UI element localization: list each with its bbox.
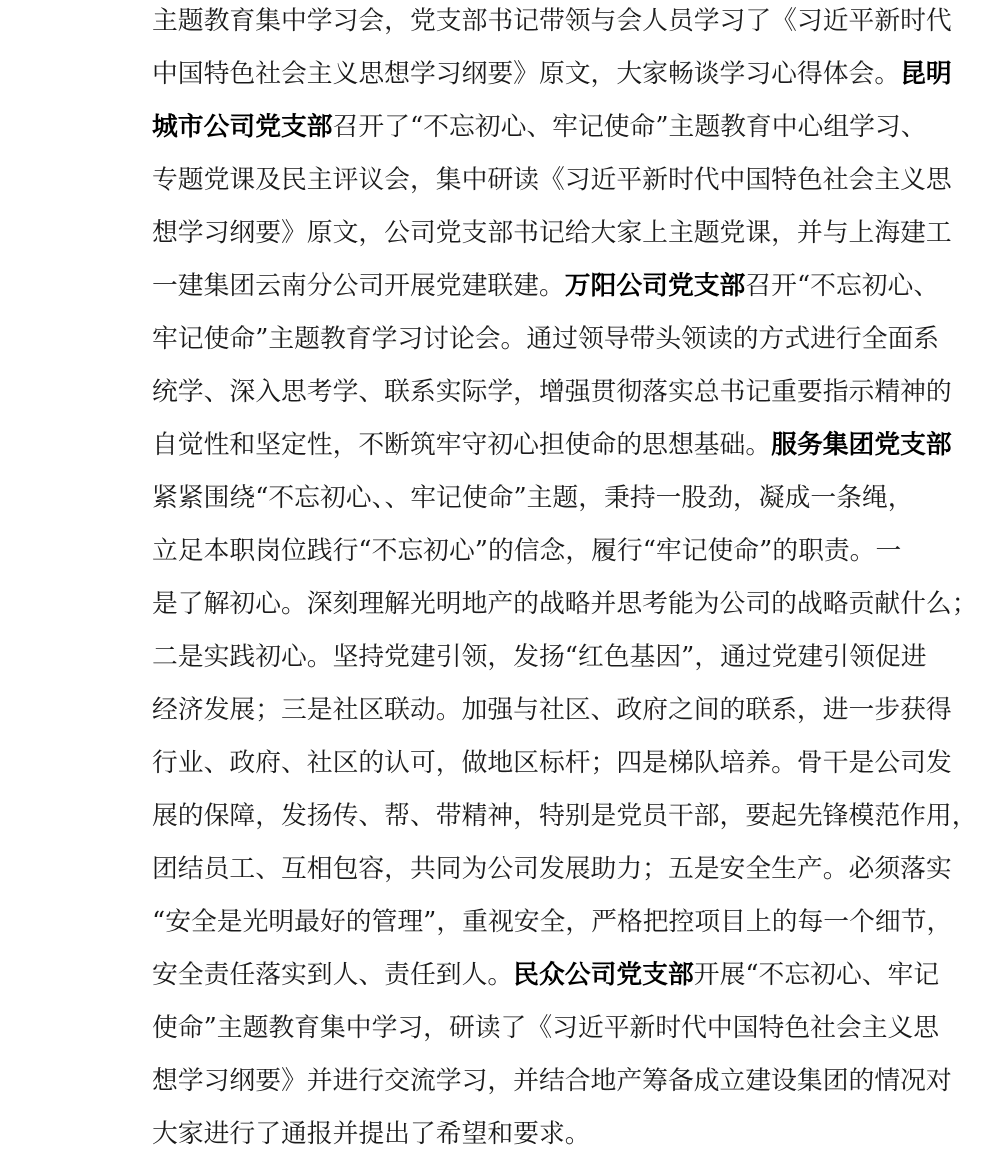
text-line-17 xyxy=(152,842,952,896)
text-line-2 xyxy=(152,47,952,101)
text-run: 行业、政府、社区的认可，做地区标杆；四是梯队培养。骨干是公司发 xyxy=(152,748,952,778)
text-run: 主题教育集中学习会，党支部书记带领与会人员学习了《习近平新时代 xyxy=(152,6,952,36)
text-run: 使命”主题教育集中学习，研读了《习近平新时代中国特色社会主义思 xyxy=(152,1013,940,1043)
text-run: 团结员工、互相包容，共同为公司发展助力；五是安全生产。必须落实 xyxy=(152,854,952,884)
text-run: 召开了“不忘初心、牢记使命”主题教育中心组学习、 xyxy=(332,112,927,142)
text-line-13 xyxy=(152,630,927,684)
text-run: 展的保障，发扬传、帮、带精神，特别是党员干部，要起先锋模范作用， xyxy=(152,801,978,831)
text-line-8 xyxy=(152,365,952,419)
text-line-12 xyxy=(152,577,978,631)
text-run: 想学习纲要》并进行交流学习，并结合地产筹备成立建设集团的情况对 xyxy=(152,1066,952,1096)
text-run: 开展“不忘初心、牢记 xyxy=(693,960,940,990)
text-run: 二是实践初心。坚持党建引领，发扬“红色基因”，通过党建引领促进 xyxy=(152,642,927,672)
text-line-3 xyxy=(152,100,927,154)
org-name-wanyang: 万阳公司党支部 xyxy=(564,271,746,301)
text-line-5 xyxy=(152,206,952,260)
text-run: 想学习纲要》原文，公司党支部书记给大家上主题党课，并与上海建工 xyxy=(152,218,952,248)
org-name-service-group: 服务集团党支部 xyxy=(771,430,952,460)
text-run: 牢记使命”主题教育学习讨论会。通过领导带头领读的方式进行全面系 xyxy=(152,324,940,354)
text-line-14 xyxy=(152,683,952,737)
text-run: 专题党课及民主评议会，集中研读《习近平新时代中国特色社会主义思 xyxy=(152,165,952,195)
text-run: 紧紧围绕“不忘初心、、牢记使命”主题，秉持一股劲，凝成一条绳， xyxy=(152,483,914,513)
text-run: 一建集团云南分公司开展党建联建。 xyxy=(152,271,565,301)
text-run: 统学、深入思考学、联系实际学，增强贯彻落实总书记重要指示精神的 xyxy=(152,377,952,407)
text-run: 是了解初心。深刻理解光明地产的战略并思考能为公司的战略贡献什么； xyxy=(152,589,978,619)
text-line-9 xyxy=(152,418,952,472)
text-run: 安全责任落实到人、责任到人。 xyxy=(152,960,514,990)
text-line-22 xyxy=(152,1107,872,1161)
text-line-11 xyxy=(152,524,902,578)
text-line-7 xyxy=(152,312,940,366)
text-line-20 xyxy=(152,1001,940,1055)
text-line-15 xyxy=(152,736,952,790)
text-run: 中国特色社会主义思想学习纲要》原文，大家畅谈学习心得体会。 xyxy=(152,59,901,89)
org-name-kunming: 昆明 xyxy=(900,59,952,89)
text-line-4 xyxy=(152,153,952,207)
text-run: 立足本职岗位践行“不忘初心”的信念，履行“牢记使命”的职责。一 xyxy=(152,536,902,566)
text-line-10 xyxy=(152,471,914,525)
text-run: 召开“不忘初心、 xyxy=(745,271,940,301)
text-line-19 xyxy=(152,948,940,1002)
text-run: “安全是光明最好的管理”，重视安全，严格把控项目上的每一个细节， xyxy=(152,907,953,937)
org-name-minzhong: 民众公司党支部 xyxy=(513,960,694,990)
text-line-1 xyxy=(152,0,952,48)
text-run: 经济发展；三是社区联动。加强与社区、政府之间的联系，进一步获得 xyxy=(152,695,952,725)
text-line-18 xyxy=(152,895,953,949)
text-line-16 xyxy=(152,789,978,843)
text-run: 自觉性和坚定性，不断筑牢守初心担使命的思想基础。 xyxy=(152,430,772,460)
org-name-kunming-cont: 城市公司党支部 xyxy=(152,112,333,142)
text-line-6 xyxy=(152,259,940,313)
text-run: 大家进行了通报并提出了希望和要求。 xyxy=(152,1119,591,1149)
text-line-21 xyxy=(152,1054,952,1108)
